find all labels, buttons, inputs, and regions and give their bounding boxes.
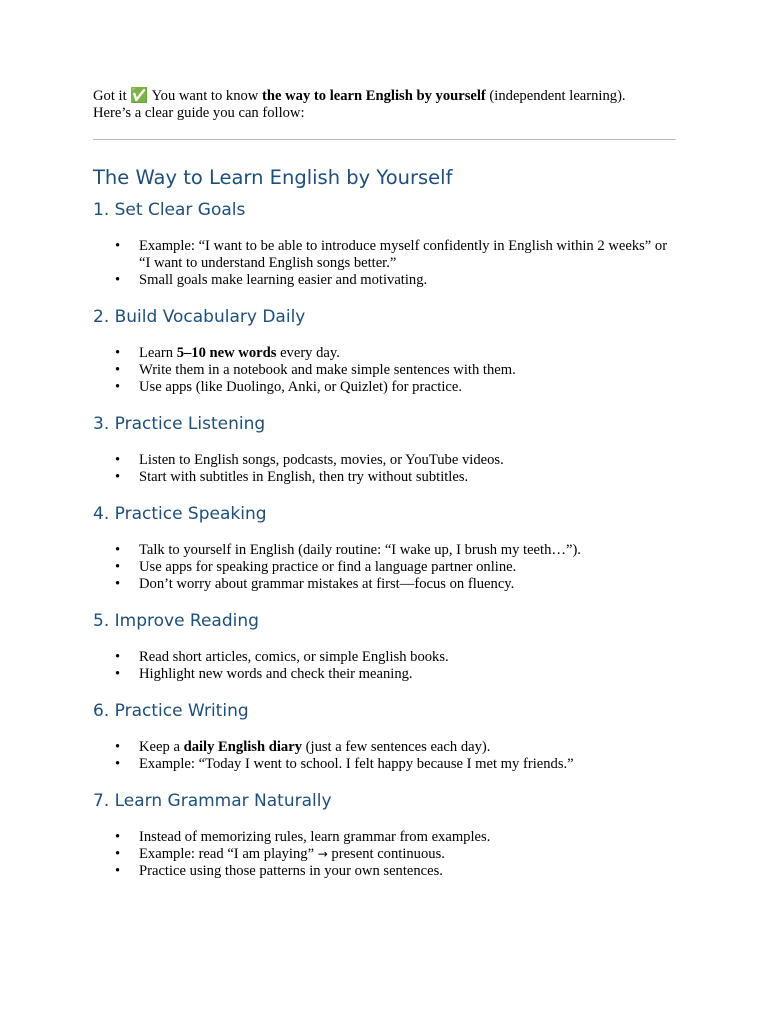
section-heading: 4. Practice Speaking xyxy=(93,504,267,524)
bullet-icon: • xyxy=(115,559,121,575)
item-text: Example: “Today I went to school. I felt happy because I met my friends.” xyxy=(139,756,574,772)
section-5 xyxy=(93,611,676,683)
bullet-list xyxy=(93,452,676,486)
intro-bold: the way to learn English by yourself xyxy=(262,88,486,104)
sections-container xyxy=(93,200,676,880)
list-item xyxy=(115,345,676,362)
bullet-icon: • xyxy=(115,272,121,288)
list-item xyxy=(115,649,676,666)
bullet-list xyxy=(93,542,676,593)
item-text: Write them in a notebook and make simple sentences with them. xyxy=(139,362,516,378)
section-heading: 3. Practice Listening xyxy=(93,414,266,434)
item-text: Practice using those patterns in your own sentences. xyxy=(139,863,443,879)
bullet-icon: • xyxy=(115,829,121,845)
bullet-icon: • xyxy=(115,756,121,772)
list-item xyxy=(115,559,676,576)
list-item xyxy=(115,452,676,469)
bullet-icon: • xyxy=(115,238,121,254)
item-text-tail: every day. xyxy=(276,345,340,361)
section-2 xyxy=(93,307,676,396)
list-item xyxy=(115,238,676,272)
list-item xyxy=(115,666,676,683)
list-item xyxy=(115,863,676,880)
item-text-tail: present continuous. xyxy=(327,846,445,862)
horizontal-rule xyxy=(93,139,676,140)
item-text: Keep a xyxy=(139,739,184,755)
item-text: Example: “I want to be able to introduce myself confidently in English within 2 weeks” or “I want to understand English songs better.” xyxy=(139,238,668,271)
bullet-icon: • xyxy=(115,469,121,485)
bullet-list xyxy=(93,649,676,683)
item-text: Use apps for speaking practice or find a language partner online. xyxy=(139,559,517,575)
bullet-icon: • xyxy=(115,666,121,682)
list-item xyxy=(115,576,676,593)
bullet-icon: • xyxy=(115,542,121,558)
item-text-tail: (just a few sentences each day). xyxy=(302,739,491,755)
item-text: Example: read “I am playing” xyxy=(139,846,318,862)
list-item xyxy=(115,272,676,289)
item-text: Don’t worry about grammar mistakes at first—focus on fluency. xyxy=(139,576,515,592)
intro-line2: Here’s a clear guide you can follow: xyxy=(93,105,305,121)
list-item xyxy=(115,379,676,396)
bullet-icon: • xyxy=(115,739,121,755)
bullet-icon: • xyxy=(115,452,121,468)
section-heading: 5. Improve Reading xyxy=(93,611,259,631)
list-item xyxy=(115,739,676,756)
list-item xyxy=(115,362,676,379)
intro-lead: Got it ✅ You want to know xyxy=(93,88,262,104)
item-bold-text: daily English diary xyxy=(183,739,302,755)
list-item xyxy=(115,829,676,846)
section-heading: 1. Set Clear Goals xyxy=(93,200,246,220)
bullet-icon: • xyxy=(115,863,121,879)
list-item xyxy=(115,542,676,559)
item-text: Listen to English songs, podcasts, movies, or YouTube videos. xyxy=(139,452,504,468)
bullet-icon: • xyxy=(115,345,121,361)
item-text: Read short articles, comics, or simple English books. xyxy=(139,649,449,665)
section-heading: 7. Learn Grammar Naturally xyxy=(93,791,332,811)
item-text: Learn xyxy=(139,345,177,361)
item-text: Highlight new words and check their meaning. xyxy=(139,666,413,682)
bullet-icon: • xyxy=(115,379,121,395)
bullet-list xyxy=(93,739,676,773)
section-3 xyxy=(93,414,676,486)
section-1 xyxy=(93,200,676,289)
item-text: Talk to yourself in English (daily routine: “I wake up, I brush my teeth…”). xyxy=(139,542,581,558)
section-heading: 2. Build Vocabulary Daily xyxy=(93,307,306,327)
list-item xyxy=(115,846,676,863)
section-7 xyxy=(93,791,676,880)
item-text: Use apps (like Duolingo, Anki, or Quizlet) for practice. xyxy=(139,379,463,395)
intro-paragraph xyxy=(93,88,676,122)
section-6 xyxy=(93,701,676,773)
intro-tail: (independent learning). xyxy=(485,88,626,104)
item-bold-text: 5–10 new words xyxy=(176,345,277,361)
bullet-icon: • xyxy=(115,846,121,862)
item-text: Start with subtitles in English, then try without subtitles. xyxy=(139,469,469,485)
bullet-icon: • xyxy=(115,362,121,378)
arrow-right-icon: → xyxy=(317,847,328,861)
bullet-icon: • xyxy=(115,649,121,665)
item-text: Small goals make learning easier and motivating. xyxy=(139,272,428,288)
section-heading: 6. Practice Writing xyxy=(93,701,249,721)
item-text: Instead of memorizing rules, learn grammar from examples. xyxy=(139,829,491,845)
bullet-list xyxy=(93,345,676,396)
bullet-list xyxy=(93,829,676,880)
bullet-icon: • xyxy=(115,576,121,592)
list-item xyxy=(115,469,676,486)
section-4 xyxy=(93,504,676,593)
document-page xyxy=(93,88,676,880)
list-item xyxy=(115,756,676,773)
bullet-list xyxy=(93,238,676,289)
document-title: The Way to Learn English by Yourself xyxy=(93,166,453,189)
